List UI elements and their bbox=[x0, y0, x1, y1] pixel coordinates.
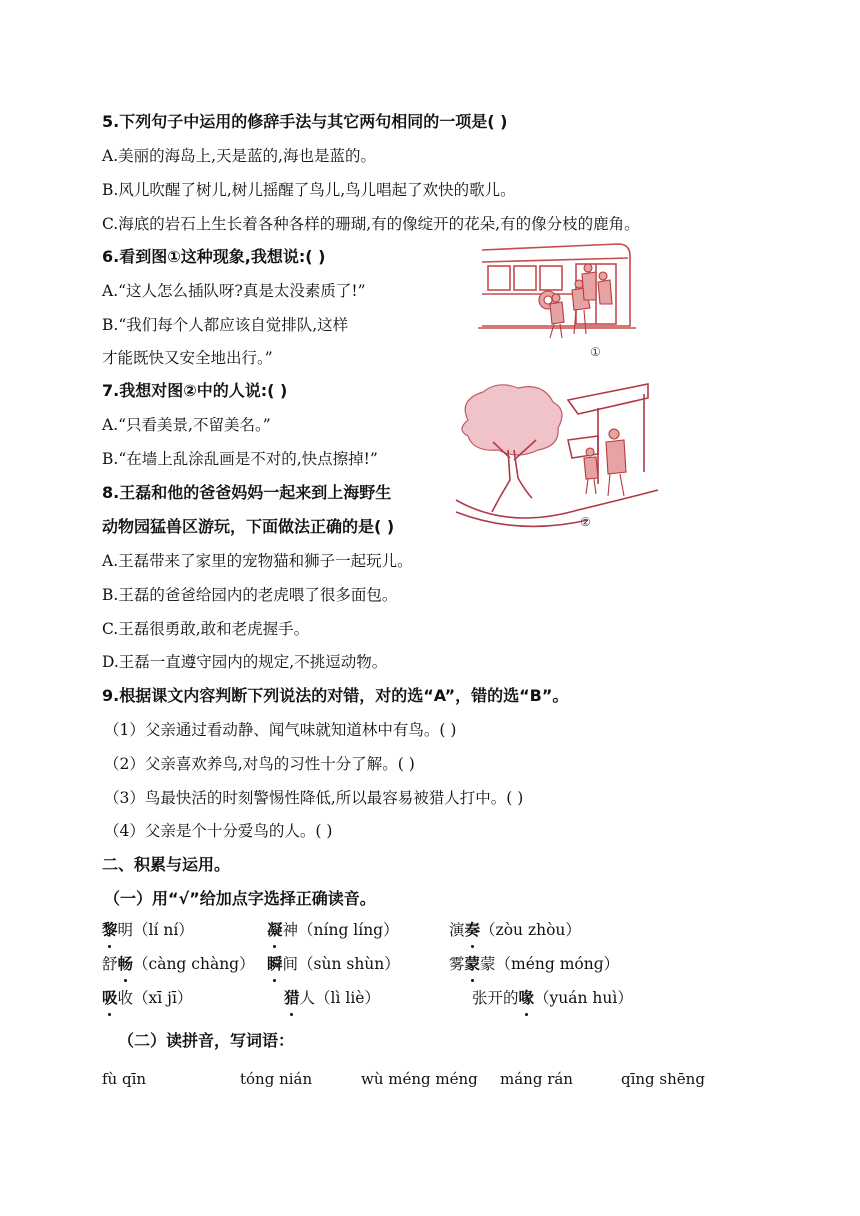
section-2-title: 二、积累与运用。 bbox=[102, 855, 231, 874]
q9-statement-3: （3）鸟最快活的时刻警惕性降低,所以最容易被猎人打中。( ) bbox=[104, 789, 524, 807]
q8-stem-line2: 动物园猛兽区游玩，下面做法正确的是( ) bbox=[102, 517, 395, 536]
q5-option-b: B.风儿吹醒了树儿,树儿摇醒了鸟儿,鸟儿唱起了欢快的歌儿。 bbox=[102, 181, 516, 199]
pinyin-word: wù méng méng bbox=[361, 1070, 478, 1088]
q8-option-c: C.王磊很勇敢,敢和老虎握手。 bbox=[102, 620, 310, 638]
dotted-character: 凝 bbox=[267, 918, 283, 942]
q8-option-b: B.王磊的爸爸给园内的老虎喂了很多面包。 bbox=[102, 586, 398, 604]
q9-statement-1: （1）父亲通过看动静、闻气味就知道林中有鸟。( ) bbox=[104, 721, 457, 739]
dotted-character: 猎 bbox=[284, 986, 300, 1010]
dotted-character: 喙 bbox=[519, 986, 535, 1010]
dotted-character: 黎 bbox=[102, 918, 118, 942]
q6-stem: 6.看到图①这种现象,我想说:( ) bbox=[102, 247, 326, 266]
q9-stem: 9.根据课文内容判断下列说法的对错，对的选“A”，错的选“B”。 bbox=[102, 686, 569, 705]
pronunciation-item: 张开的喙（yuán huì） bbox=[472, 986, 633, 1010]
picture-2-label: ② bbox=[580, 515, 591, 529]
pronunciation-item: 舒畅（càng chàng） bbox=[102, 952, 255, 976]
dotted-character: 吸 bbox=[102, 986, 118, 1010]
bus-queue-illustration bbox=[478, 238, 638, 363]
q8-stem-line1: 8.王磊和他的爸爸妈妈一起来到上海野生 bbox=[102, 483, 392, 502]
pronunciation-item: 猎人（lì liè） bbox=[284, 986, 380, 1010]
q6-option-b-line2: 才能既快又安全地出行。” bbox=[102, 349, 273, 367]
q9-statement-4: （4）父亲是个十分爱鸟的人。( ) bbox=[104, 822, 333, 840]
pinyin-word: máng rán bbox=[500, 1070, 573, 1088]
pronunciation-item: 凝神（níng líng） bbox=[267, 918, 399, 942]
pronunciation-item: 演奏（zòu zhòu） bbox=[449, 918, 581, 942]
wall-graffiti-illustration bbox=[448, 380, 660, 530]
q6-option-b-line1: B.“我们每个人都应该自觉排队,这样 bbox=[102, 316, 349, 334]
picture-1-label: ① bbox=[590, 345, 601, 359]
q5-option-c: C.海底的岩石上生长着各种各样的珊瑚,有的像绽开的花朵,有的像分枝的鹿角。 bbox=[102, 215, 640, 233]
section-2-part-1-title: （一）用“√”给加点字选择正确读音。 bbox=[104, 889, 376, 908]
q7-option-a: A.“只看美景,不留美名。” bbox=[102, 416, 271, 434]
pronunciation-item: 吸收（xī jī） bbox=[102, 986, 192, 1010]
pinyin-word: fù qīn bbox=[102, 1070, 147, 1088]
pronunciation-item: 黎明（lí ní） bbox=[102, 918, 194, 942]
q9-statement-2: （2）父亲喜欢养鸟,对鸟的习性十分了解。( ) bbox=[104, 755, 415, 773]
pinyin-word: qīng shēng bbox=[621, 1070, 705, 1088]
pronunciation-item: 瞬间（sùn shùn） bbox=[267, 952, 400, 976]
pinyin-word: tóng nián bbox=[240, 1070, 313, 1088]
q8-option-a: A.王磊带来了家里的宠物猫和狮子一起玩儿。 bbox=[102, 552, 413, 570]
dotted-character: 畅 bbox=[118, 952, 134, 976]
dotted-character: 奏 bbox=[465, 918, 481, 942]
q8-option-d: D.王磊一直遵守园内的规定,不挑逗动物。 bbox=[102, 653, 388, 671]
q5-stem: 5.下列句子中运用的修辞手法与其它两句相同的一项是( ) bbox=[102, 112, 508, 131]
q7-option-b: B.“在墙上乱涂乱画是不对的,快点擦掉!” bbox=[102, 450, 378, 468]
section-2-part-2-title: （二）读拼音，写词语： bbox=[118, 1031, 295, 1050]
dotted-character: 瞬 bbox=[267, 952, 283, 976]
q7-stem: 7.我想对图②中的人说:( ) bbox=[102, 381, 288, 400]
q5-option-a: A.美丽的海岛上,天是蓝的,海也是蓝的。 bbox=[102, 147, 376, 165]
q6-option-a: A.“这人怎么插队呀?真是太没素质了!” bbox=[102, 282, 366, 300]
pronunciation-item: 雾蒙蒙（méng mónɡ） bbox=[449, 952, 619, 976]
dotted-character: 蒙 bbox=[465, 952, 481, 976]
